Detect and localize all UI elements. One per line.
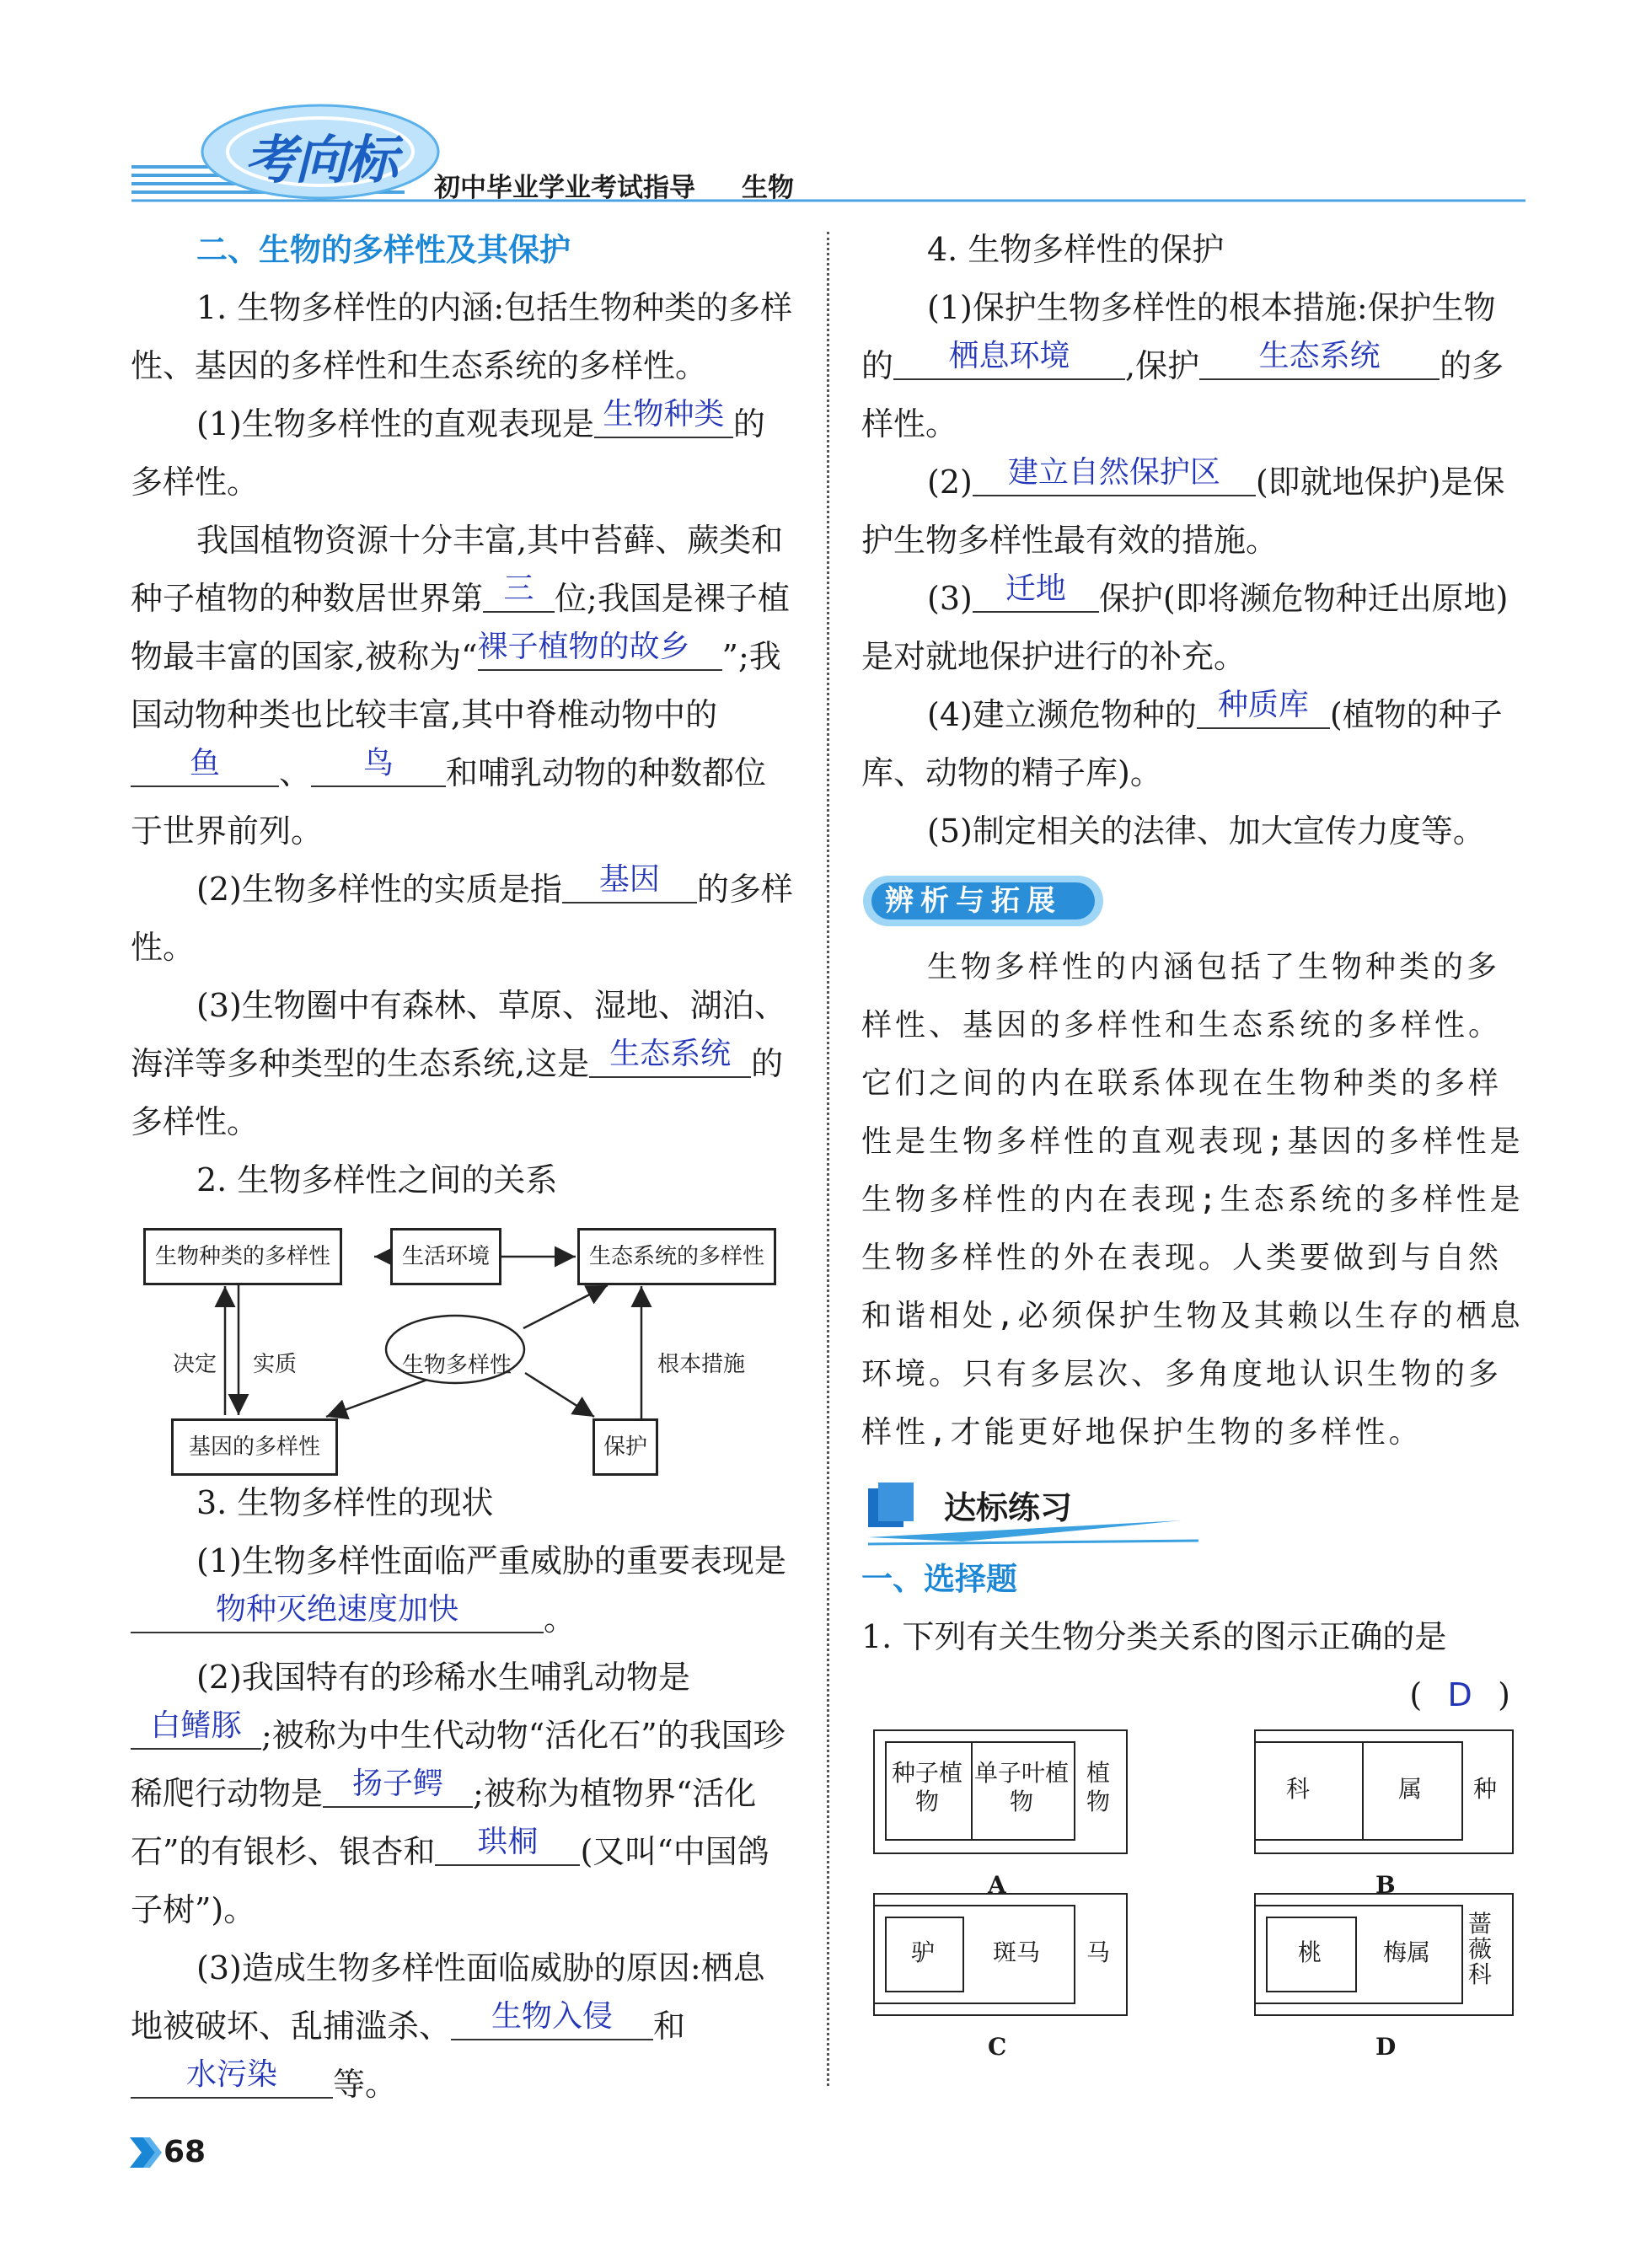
option-a-inner1: 种子植物 [891,1759,962,1815]
answer-blank [435,1824,580,1866]
answer-blank [483,571,555,613]
answer-blank [131,1591,544,1633]
option-a-inner2: 单子叶植物 [973,1759,1069,1815]
option-a-outer-label: 植物 [1086,1759,1110,1815]
section-title: 二、生物的多样性及其保护 [196,232,571,268]
paragraph: (2) 建立自然保护区 (即就地保护)是保护生物多样性最有效的措施。 [861,455,1505,559]
decide-label: 决定 [173,1352,217,1377]
answer-blank [973,454,1256,496]
page-footer [128,2131,297,2173]
answer-text: 生物入侵 [491,1999,614,2034]
option-d-inner1: 桃 [1297,1938,1322,1966]
answer-text: 栖息环境 [948,339,1070,373]
answer-blank-cont [645,629,722,671]
answer-blank [589,1036,751,1078]
right-column [861,221,1527,2067]
page-number: 68 [164,2135,206,2169]
option-c-outer-label: 马 [1086,1938,1110,1966]
answer-text: 生物种类 [603,397,725,432]
answer-blank [451,1998,653,2040]
option-b-inner1: 科 [1285,1775,1310,1803]
paragraph: (1)生物多样性的直观表现是 生物种类 的多样性。 [131,397,765,501]
answer-text: 迁地 [1005,571,1066,606]
essence-label: 实质 [253,1352,298,1377]
paragraph: (1)生物多样性面临严重威胁的重要表现是 物种灭绝速度加快 。 [131,1532,796,1649]
option-d-outer-label: 蔷薇科 [1467,1910,1492,1988]
habitat-box: 生活环境 [390,1228,501,1285]
option-c-inner2: 斑马 [992,1938,1040,1966]
answer-blank [1197,687,1330,729]
subject-label: 生物 [742,173,794,203]
ecosystem-diversity-box: 生态系统的多样性 [577,1228,776,1285]
question-section: 一、选择题 [861,1561,1017,1597]
paragraph: 我国植物资源十分丰富,其中苔藓、蕨类和种子植物的种数居世界第 三 位;我国是裸子植物最丰富的国家,被称为“ 裸子植物的故乡 ”;我国动物种类也比较丰富,其中脊椎动物中的 鱼 、 鸟 和哺乳动物的种数都位于世界前列。 [131,522,790,850]
answer-text: 基因 [598,862,660,897]
badge-text: 辨析与拓展 [885,884,1062,918]
answer-blank [893,338,1125,380]
answer-blank [1199,338,1440,380]
answer-text: 鱼 [189,746,220,780]
answer-blank [594,396,733,438]
option-b-outer-label: 种 [1472,1775,1497,1803]
practice-title: 达标练习 [944,1489,1073,1526]
paragraph: (2)生物多样性的实质是指 基因 的多样性。 [131,862,793,966]
answer-text: 生态系统 [1258,339,1381,373]
left-column [131,221,796,2114]
answer-text: 白鳍豚 [150,1708,242,1743]
option-b-label: B [1375,1871,1396,1899]
protection-box: 保护 [592,1418,658,1476]
answer-blank [131,745,279,787]
option-a-label: A [988,1871,1006,1899]
paragraph: (5)制定相关的法律、加大宣传力度等。 [927,812,1485,850]
option-b-inner2: 属 [1397,1775,1422,1803]
option-c-inner1: 驴 [910,1938,935,1966]
relationship-diagram [131,1214,796,1467]
question-1-answer: D [1447,1676,1472,1713]
options-diagrams [861,1729,1527,2067]
answer-blank [323,1766,473,1808]
biodiversity-center: 生物多样性 [402,1353,512,1378]
answer-paren: ( D ) [861,1666,1527,1724]
gene-diversity-box: 基因的多样性 [171,1418,338,1476]
answer-blank [131,2056,333,2099]
paragraph: 2. 生物多样性之间的关系 [196,1161,558,1198]
option-d-label: D [1375,2033,1397,2061]
answer-text: 物种灭绝速度加快 [215,1592,458,1627]
paragraph: (3) 迁地 保护(即将濒危物种迁出原地)是对就地保护进行的补充。 [861,571,1509,675]
analysis-text: 生物多样性的内涵包括了生物种类的多样性、基因的多样性和生态系统的多样性。它们之间的内在联系体现在生物种类的多样性是生物多样性的直观表现;基因的多样性是生物多样性的内在表现;生态系统的多样性是生物多样性的外在表现。人类要做到与自然和谐相处,必须保护生物及其赖以生存的栖息环境。只有多层次、多角度地认识生物的多样性,才能更好地保护生物的多样性。 [861,950,1524,1450]
paragraph: (3)造成生物多样性面临威胁的原因:栖息地被破坏、乱捕滥杀、 生物入侵 和 水污染 等。 [131,1949,765,2103]
answer-text: 三 [503,571,534,606]
answer-text: 裸子植物的故乡 [477,630,690,664]
answer-blank [562,861,697,903]
option-d-inner2: 梅属 [1382,1938,1430,1966]
answer-blank [973,571,1099,613]
paragraph: 3. 生物多样性的现状 [196,1484,494,1521]
page-header [126,101,1525,202]
question-1: 1. 下列有关生物分类关系的图示正确的是 [861,1618,1447,1655]
answer-text: 扬子鳄 [352,1767,444,1801]
answer-text: 珙桐 [477,1825,539,1859]
answer-text: 水污染 [185,2057,277,2092]
column-divider [827,232,829,2086]
page-arrow-icon [128,2136,167,2169]
answer-blank [477,629,690,671]
answer-blank [131,1708,261,1750]
option-c-label: C [988,2033,1007,2061]
paragraph: (3)生物圈中有森林、草原、湿地、湖泊、海洋等多种类型的生态系统,这是 生态系统 的多样性。 [131,987,786,1140]
paragraph: 4. 生物多样性的保护 [927,231,1225,268]
measure-label: 根本措施 [657,1352,746,1377]
answer-text: 生态系统 [609,1037,732,1071]
paragraph: (2)我国特有的珍稀水生哺乳动物是 白鳍豚 ;被称为中生代动物“活化石”的我国珍稀爬行动物是 扬子鳄 ;被称为植物界“活化石”的有银杉、银杏和 珙桐 (又叫“中国鸽子树”)。 [131,1659,786,1928]
species-diversity-box: 生物种类的多样性 [143,1228,342,1285]
paragraph: (4)建立濒危物种的 种质库 (植物的种子库、动物的精子库)。 [861,688,1503,791]
answer-text: 建立自然保护区 [1007,455,1220,490]
answer-text: 种质库 [1217,688,1309,722]
paragraph: (1)保护生物多样性的根本措施:保护生物的 栖息环境 ,保护 生态系统 的多样性。 [861,289,1504,442]
practice-header [861,1478,1527,1550]
analysis-badge [861,867,1527,935]
answer-text: 鸟 [363,746,394,780]
answer-blank [311,745,446,787]
book-title: 初中毕业学业考试指导 [434,173,695,203]
paragraph: 1. 生物多样性的内涵:包括生物种类的多样性、基因的多样性和生态系统的多样性。 [131,289,793,384]
logo-text: 考向标 [244,129,397,190]
